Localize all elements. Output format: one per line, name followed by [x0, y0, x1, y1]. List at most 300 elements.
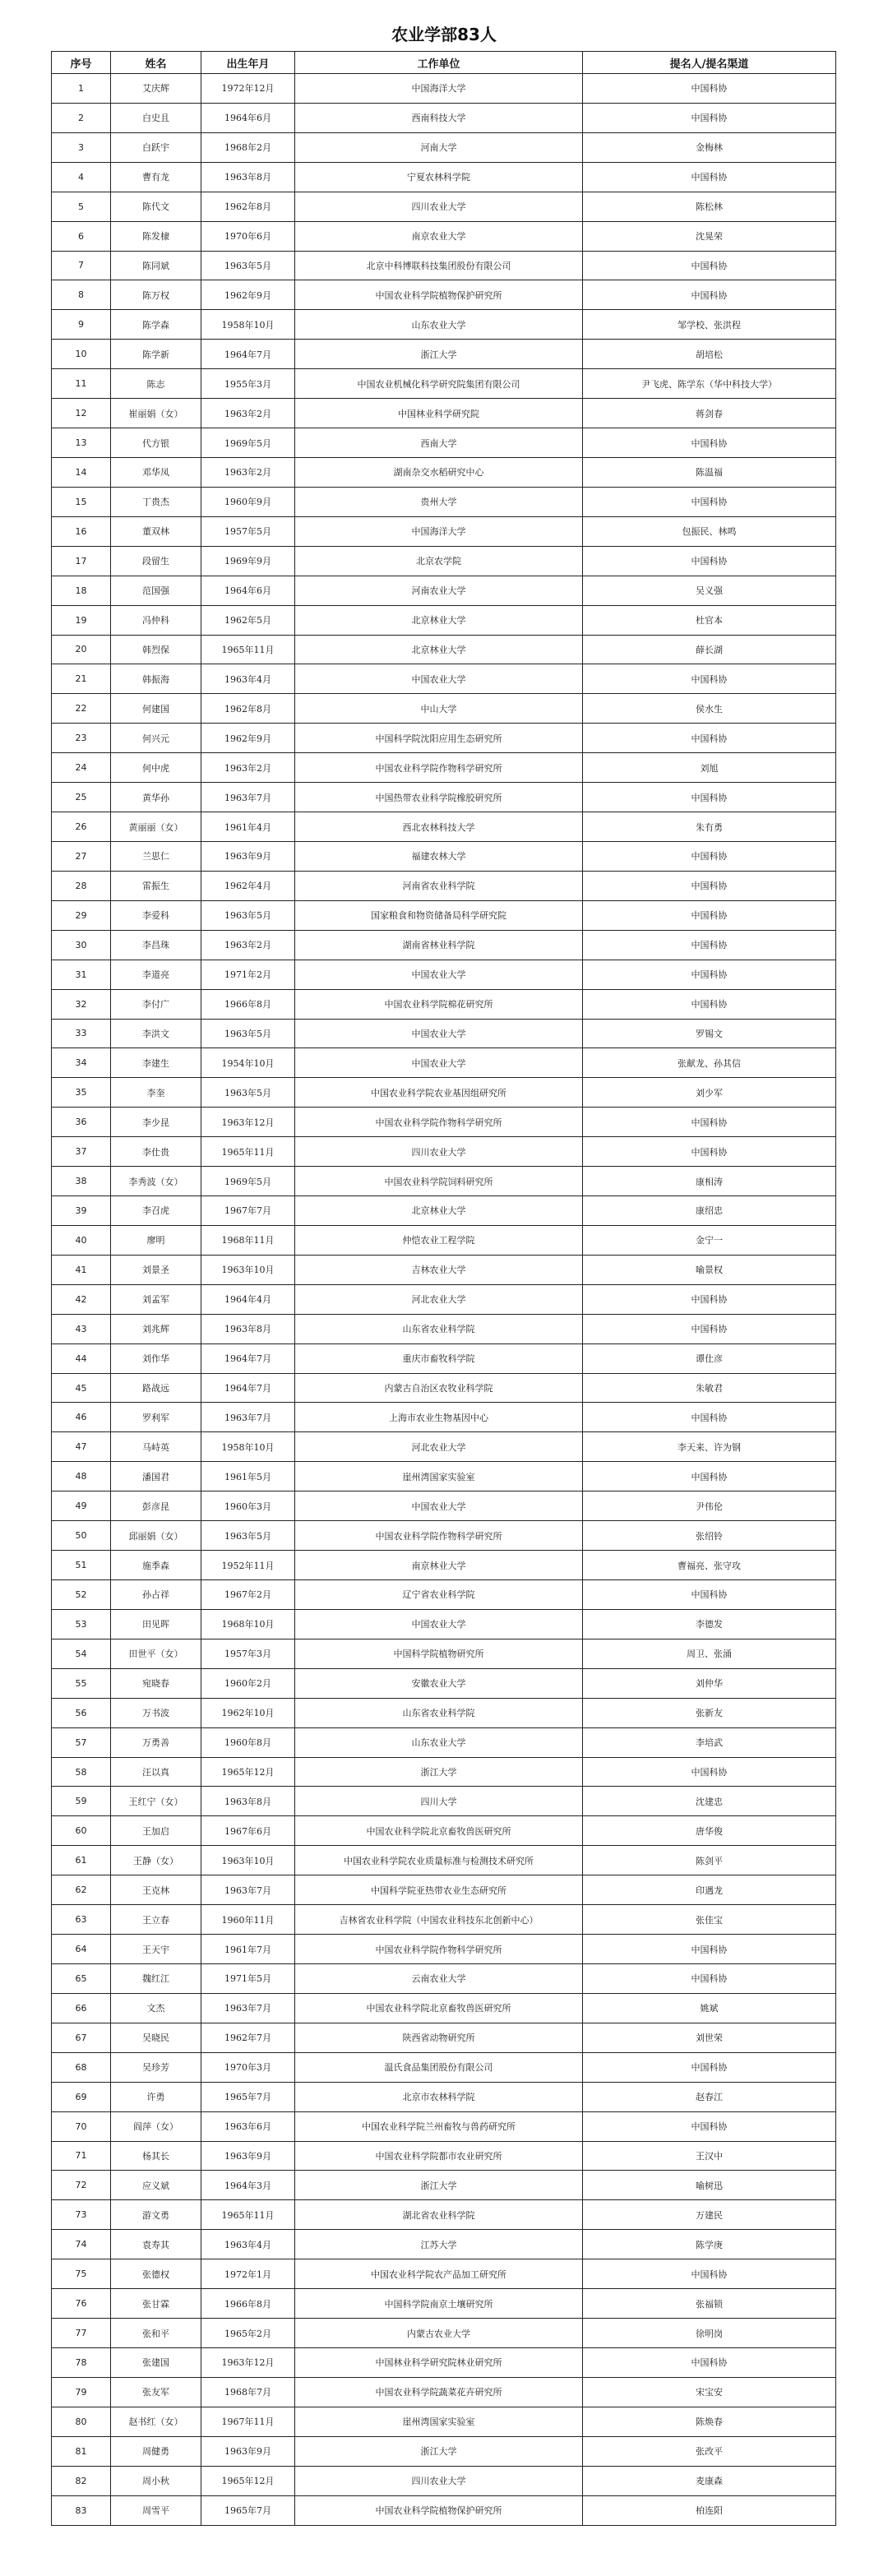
cell-nominator: 曹福亮、张守攻 — [583, 1551, 836, 1580]
cell-birth: 1969年5月 — [201, 1167, 295, 1196]
cell-unit: 中山大学 — [295, 694, 583, 724]
cell-nominator: 中国科协 — [583, 1935, 836, 1964]
cell-birth: 1967年11月 — [201, 2407, 295, 2436]
cell-unit: 湖南省林业科学院 — [295, 930, 583, 960]
cell-unit: 湖北省农业科学院 — [295, 2200, 583, 2230]
cell-birth: 1952年11月 — [201, 1551, 295, 1580]
cell-number: 20 — [52, 635, 111, 664]
table-row — [52, 605, 836, 635]
cell-number: 36 — [52, 1108, 111, 1137]
cell-number: 80 — [52, 2407, 111, 2436]
table-row — [52, 2495, 836, 2525]
cell-nominator: 刘少军 — [583, 1078, 836, 1108]
cell-birth: 1962年10月 — [201, 1698, 295, 1727]
cell-birth: 1957年3月 — [201, 1639, 295, 1668]
table-row — [52, 1462, 836, 1491]
table-row — [52, 1019, 836, 1048]
cell-birth: 1963年6月 — [201, 2111, 295, 2141]
cell-number: 46 — [52, 1403, 111, 1432]
cell-unit: 北京农学院 — [295, 546, 583, 576]
cell-birth: 1971年2月 — [201, 960, 295, 989]
cell-name: 雷振生 — [111, 871, 201, 900]
cell-unit: 湖南杂交水稻研究中心 — [295, 457, 583, 487]
table-row — [52, 1255, 836, 1284]
cell-birth: 1963年8月 — [201, 1314, 295, 1343]
table-row — [52, 280, 836, 310]
table-row — [52, 428, 836, 458]
cell-birth: 1969年9月 — [201, 546, 295, 576]
cell-nominator: 中国科协 — [583, 74, 836, 104]
cell-number: 41 — [52, 1255, 111, 1284]
cell-unit: 崖州湾国家实验室 — [295, 1462, 583, 1491]
cell-nominator: 中国科协 — [583, 1137, 836, 1167]
cell-birth: 1960年8月 — [201, 1727, 295, 1757]
cell-name: 李付广 — [111, 989, 201, 1019]
cell-name: 宛晓春 — [111, 1668, 201, 1698]
cell-number: 68 — [52, 2052, 111, 2082]
cell-unit: 浙江大学 — [295, 1757, 583, 1787]
cell-name: 黄丽丽（女） — [111, 812, 201, 842]
cell-name: 邱丽娟（女） — [111, 1521, 201, 1551]
cell-birth: 1962年7月 — [201, 2023, 295, 2052]
cell-name: 何中虎 — [111, 753, 201, 783]
table-row — [52, 1875, 836, 1905]
cell-birth: 1957年5月 — [201, 516, 295, 546]
cell-birth: 1954年10月 — [201, 1048, 295, 1078]
cell-number: 61 — [52, 1846, 111, 1875]
cell-number: 42 — [52, 1284, 111, 1314]
cell-unit: 仲恺农业工程学院 — [295, 1225, 583, 1255]
cell-number: 18 — [52, 576, 111, 605]
cell-number: 1 — [52, 74, 111, 104]
cell-unit: 中国农业科学院农产品加工研究所 — [295, 2259, 583, 2289]
column-header-number: 序号 — [52, 52, 111, 74]
cell-name: 王红宁（女） — [111, 1787, 201, 1816]
table-row — [52, 1935, 836, 1964]
cell-birth: 1963年7月 — [201, 1403, 295, 1432]
cell-nominator: 李德发 — [583, 1609, 836, 1639]
cell-nominator: 张新友 — [583, 1698, 836, 1727]
cell-number: 25 — [52, 783, 111, 812]
cell-number: 31 — [52, 960, 111, 989]
table-row — [52, 1403, 836, 1432]
cell-name: 段留生 — [111, 546, 201, 576]
cell-birth: 1960年3月 — [201, 1491, 295, 1521]
cell-number: 77 — [52, 2319, 111, 2348]
cell-number: 17 — [52, 546, 111, 576]
cell-name: 陈学新 — [111, 340, 201, 369]
table-row — [52, 2200, 836, 2230]
cell-birth: 1964年6月 — [201, 576, 295, 605]
table-row — [52, 1757, 836, 1787]
cell-nominator: 柏连阳 — [583, 2495, 836, 2525]
cell-unit: 国家粮食和物资储备局科学研究院 — [295, 900, 583, 930]
cell-birth: 1961年7月 — [201, 1935, 295, 1964]
cell-unit: 四川大学 — [295, 1787, 583, 1816]
table-row — [52, 1284, 836, 1314]
cell-name: 李昌珠 — [111, 930, 201, 960]
cell-unit: 中国农业科学院作物科学研究所 — [295, 753, 583, 783]
cell-birth: 1963年12月 — [201, 2347, 295, 2377]
cell-birth: 1963年8月 — [201, 1787, 295, 1816]
cell-name: 刘景圣 — [111, 1255, 201, 1284]
cell-nominator: 中国科协 — [583, 724, 836, 753]
cell-name: 周小秋 — [111, 2466, 201, 2495]
cell-unit: 河南省农业科学院 — [295, 871, 583, 900]
cell-birth: 1965年12月 — [201, 2466, 295, 2495]
cell-nominator: 中国科协 — [583, 2259, 836, 2289]
cell-birth: 1964年4月 — [201, 1284, 295, 1314]
cell-birth: 1964年7月 — [201, 1343, 295, 1373]
cell-name: 董双林 — [111, 516, 201, 546]
cell-nominator: 陈温福 — [583, 457, 836, 487]
table-row — [52, 694, 836, 724]
table-row — [52, 812, 836, 842]
cell-unit: 中国海洋大学 — [295, 516, 583, 546]
cell-name: 马峙英 — [111, 1432, 201, 1462]
cell-name: 白史且 — [111, 103, 201, 132]
cell-birth: 1960年11月 — [201, 1905, 295, 1935]
cell-name: 李道亮 — [111, 960, 201, 989]
cell-name: 刘孟军 — [111, 1284, 201, 1314]
cell-nominator: 蒋剑春 — [583, 399, 836, 428]
table-row — [52, 635, 836, 664]
cell-unit: 河北农业大学 — [295, 1284, 583, 1314]
cell-birth: 1968年2月 — [201, 132, 295, 162]
cell-number: 73 — [52, 2200, 111, 2230]
table-row — [52, 310, 836, 340]
cell-unit: 陕西省动物研究所 — [295, 2023, 583, 2052]
cell-number: 81 — [52, 2436, 111, 2466]
cell-nominator: 中国科协 — [583, 960, 836, 989]
cell-number: 49 — [52, 1491, 111, 1521]
cell-birth: 1965年11月 — [201, 635, 295, 664]
table-row — [52, 132, 836, 162]
cell-nominator: 中国科协 — [583, 428, 836, 458]
cell-birth: 1968年11月 — [201, 1225, 295, 1255]
cell-nominator: 中国科协 — [583, 930, 836, 960]
cell-name: 廖明 — [111, 1225, 201, 1255]
cell-number: 14 — [52, 457, 111, 487]
cell-name: 代方银 — [111, 428, 201, 458]
cell-unit: 河南大学 — [295, 132, 583, 162]
cell-name: 李洪文 — [111, 1019, 201, 1048]
cell-number: 21 — [52, 664, 111, 694]
table-row — [52, 989, 836, 1019]
cell-name: 罗利军 — [111, 1403, 201, 1432]
cell-nominator: 尹伟伦 — [583, 1491, 836, 1521]
cell-unit: 内蒙古自治区农牧业科学院 — [295, 1373, 583, 1403]
cell-nominator: 杜官本 — [583, 605, 836, 635]
table-row — [52, 1078, 836, 1108]
cell-number: 58 — [52, 1757, 111, 1787]
cell-birth: 1967年2月 — [201, 1580, 295, 1610]
cell-unit: 四川农业大学 — [295, 192, 583, 221]
cell-name: 白跃宇 — [111, 132, 201, 162]
cell-name: 王静（女） — [111, 1846, 201, 1875]
cell-birth: 1965年7月 — [201, 2495, 295, 2525]
cell-number: 64 — [52, 1935, 111, 1964]
cell-unit: 中国农业科学院兰州畜牧与兽药研究所 — [295, 2111, 583, 2141]
cell-nominator: 罗锡文 — [583, 1019, 836, 1048]
cell-unit: 中国农业科学院作物科学研究所 — [295, 1108, 583, 1137]
cell-name: 孙占祥 — [111, 1580, 201, 1610]
cell-number: 12 — [52, 399, 111, 428]
cell-unit: 中国农业科学院饲料研究所 — [295, 1167, 583, 1196]
cell-nominator: 中国科协 — [583, 1108, 836, 1137]
cell-birth: 1967年6月 — [201, 1816, 295, 1846]
cell-unit: 宁夏农林科学院 — [295, 162, 583, 192]
cell-nominator: 沈建忠 — [583, 1787, 836, 1816]
cell-number: 70 — [52, 2111, 111, 2141]
cell-unit: 中国农业科学院农业基因组研究所 — [295, 1078, 583, 1108]
roster-table — [51, 51, 836, 2526]
cell-nominator: 中国科协 — [583, 280, 836, 310]
table-row — [52, 2023, 836, 2052]
cell-unit: 内蒙古农业大学 — [295, 2319, 583, 2348]
table-row — [52, 1816, 836, 1846]
cell-unit: 温氏食品集团股份有限公司 — [295, 2052, 583, 2082]
cell-number: 55 — [52, 1668, 111, 1698]
table-header-row — [52, 52, 836, 74]
cell-number: 23 — [52, 724, 111, 753]
table-row — [52, 1905, 836, 1935]
cell-birth: 1965年2月 — [201, 2319, 295, 2348]
cell-name: 陈学森 — [111, 310, 201, 340]
cell-number: 50 — [52, 1521, 111, 1551]
cell-birth: 1970年6月 — [201, 221, 295, 251]
cell-number: 34 — [52, 1048, 111, 1078]
cell-unit: 北京林业大学 — [295, 635, 583, 664]
cell-unit: 中国林业科学研究院林业研究所 — [295, 2347, 583, 2377]
cell-number: 39 — [52, 1196, 111, 1226]
cell-birth: 1968年7月 — [201, 2377, 295, 2407]
cell-number: 74 — [52, 2230, 111, 2259]
cell-nominator: 刘仲华 — [583, 1668, 836, 1698]
cell-number: 16 — [52, 516, 111, 546]
cell-unit: 吉林农业大学 — [295, 1255, 583, 1284]
cell-unit: 崖州湾国家实验室 — [295, 2407, 583, 2436]
table-row — [52, 1580, 836, 1610]
cell-birth: 1955年3月 — [201, 369, 295, 399]
cell-unit: 中国林业科学研究院 — [295, 399, 583, 428]
cell-number: 37 — [52, 1137, 111, 1167]
cell-name: 路战远 — [111, 1373, 201, 1403]
cell-nominator: 徐明岗 — [583, 2319, 836, 2348]
cell-name: 冯仲科 — [111, 605, 201, 635]
table-row — [52, 753, 836, 783]
table-row — [52, 1846, 836, 1875]
table-row — [52, 103, 836, 132]
cell-name: 陈万权 — [111, 280, 201, 310]
cell-name: 张甘霖 — [111, 2289, 201, 2319]
cell-birth: 1963年5月 — [201, 1521, 295, 1551]
table-row — [52, 2171, 836, 2200]
cell-name: 陈发棣 — [111, 221, 201, 251]
cell-nominator: 邹学校、张洪程 — [583, 310, 836, 340]
cell-nominator: 金梅林 — [583, 132, 836, 162]
cell-number: 13 — [52, 428, 111, 458]
cell-unit: 南京农业大学 — [295, 221, 583, 251]
cell-unit: 浙江大学 — [295, 2436, 583, 2466]
table-row — [52, 516, 836, 546]
cell-unit: 吉林省农业科学院（中国农业科技东北创新中心） — [295, 1905, 583, 1935]
table-row — [52, 841, 836, 871]
cell-birth: 1963年7月 — [201, 1875, 295, 1905]
cell-unit: 四川农业大学 — [295, 2466, 583, 2495]
cell-nominator: 侯水生 — [583, 694, 836, 724]
cell-unit: 河北农业大学 — [295, 1432, 583, 1462]
cell-name: 何建国 — [111, 694, 201, 724]
table-row — [52, 1432, 836, 1462]
table-row — [52, 2230, 836, 2259]
cell-unit: 中国海洋大学 — [295, 74, 583, 104]
cell-number: 60 — [52, 1816, 111, 1846]
cell-nominator: 中国科协 — [583, 1964, 836, 1994]
cell-unit: 辽宁省农业科学院 — [295, 1580, 583, 1610]
page-title: 农业学部83人 — [391, 25, 497, 44]
table-row — [52, 74, 836, 104]
cell-number: 75 — [52, 2259, 111, 2289]
cell-number: 28 — [52, 871, 111, 900]
cell-nominator: 刘世荣 — [583, 2023, 836, 2052]
cell-number: 71 — [52, 2141, 111, 2171]
cell-number: 53 — [52, 1609, 111, 1639]
cell-number: 45 — [52, 1373, 111, 1403]
cell-birth: 1964年7月 — [201, 340, 295, 369]
cell-nominator: 包振民、林鸣 — [583, 516, 836, 546]
cell-unit: 西南大学 — [295, 428, 583, 458]
cell-name: 周健勇 — [111, 2436, 201, 2466]
cell-name: 张建国 — [111, 2347, 201, 2377]
table-row — [52, 399, 836, 428]
cell-nominator: 中国科协 — [583, 487, 836, 516]
cell-nominator: 中国科协 — [583, 2052, 836, 2082]
cell-birth: 1964年3月 — [201, 2171, 295, 2200]
cell-name: 李召虎 — [111, 1196, 201, 1226]
cell-birth: 1972年12月 — [201, 74, 295, 104]
cell-nominator: 薛长湖 — [583, 635, 836, 664]
cell-birth: 1963年2月 — [201, 753, 295, 783]
table-row — [52, 960, 836, 989]
cell-birth: 1962年9月 — [201, 724, 295, 753]
cell-name: 许勇 — [111, 2082, 201, 2111]
cell-name: 陈志 — [111, 369, 201, 399]
cell-number: 5 — [52, 192, 111, 221]
table-row — [52, 192, 836, 221]
cell-nominator: 张绍铃 — [583, 1521, 836, 1551]
table-row — [52, 369, 836, 399]
cell-name: 李建生 — [111, 1048, 201, 1078]
cell-nominator: 喻景权 — [583, 1255, 836, 1284]
table-row — [52, 487, 836, 516]
cell-name: 王立春 — [111, 1905, 201, 1935]
cell-birth: 1961年4月 — [201, 812, 295, 842]
cell-unit: 中国农业科学院作物科学研究所 — [295, 1935, 583, 1964]
cell-unit: 中国科学院沈阳应用生态研究所 — [295, 724, 583, 753]
cell-unit: 山东农业大学 — [295, 310, 583, 340]
cell-nominator: 张福锁 — [583, 2289, 836, 2319]
cell-unit: 中国农业科学院蔬菜花卉研究所 — [295, 2377, 583, 2407]
cell-nominator: 陈学庚 — [583, 2230, 836, 2259]
cell-nominator: 刘旭 — [583, 753, 836, 783]
table-row — [52, 340, 836, 369]
table-row — [52, 2466, 836, 2495]
cell-name: 周雪平 — [111, 2495, 201, 2525]
table-row — [52, 1727, 836, 1757]
cell-number: 52 — [52, 1580, 111, 1610]
cell-number: 72 — [52, 2171, 111, 2200]
cell-name: 黄华孙 — [111, 783, 201, 812]
cell-birth: 1965年12月 — [201, 1757, 295, 1787]
cell-name: 何兴元 — [111, 724, 201, 753]
cell-number: 76 — [52, 2289, 111, 2319]
column-header-birth: 出生年月 — [201, 52, 295, 74]
cell-birth: 1964年7月 — [201, 1373, 295, 1403]
cell-unit: 中国农业科学院棉花研究所 — [295, 989, 583, 1019]
cell-nominator: 金宁一 — [583, 1225, 836, 1255]
cell-birth: 1963年5月 — [201, 900, 295, 930]
cell-unit: 浙江大学 — [295, 340, 583, 369]
cell-unit: 南京林业大学 — [295, 1551, 583, 1580]
cell-name: 万书波 — [111, 1698, 201, 1727]
cell-unit: 北京林业大学 — [295, 1196, 583, 1226]
table-row — [52, 1048, 836, 1078]
table-row — [52, 2289, 836, 2319]
cell-birth: 1969年5月 — [201, 428, 295, 458]
cell-birth: 1968年10月 — [201, 1609, 295, 1639]
cell-nominator: 中国科协 — [583, 1284, 836, 1314]
cell-birth: 1966年8月 — [201, 989, 295, 1019]
cell-number: 19 — [52, 605, 111, 635]
table-row — [52, 2259, 836, 2289]
cell-unit: 中国农业机械化科学研究院集团有限公司 — [295, 369, 583, 399]
cell-number: 8 — [52, 280, 111, 310]
cell-number: 56 — [52, 1698, 111, 1727]
table-row — [52, 900, 836, 930]
cell-number: 67 — [52, 2023, 111, 2052]
cell-nominator: 中国科协 — [583, 1462, 836, 1491]
cell-number: 40 — [52, 1225, 111, 1255]
cell-nominator: 中国科协 — [583, 1580, 836, 1610]
cell-name: 李爱科 — [111, 900, 201, 930]
cell-unit: 山东省农业科学院 — [295, 1314, 583, 1343]
cell-nominator: 李天来、许为钢 — [583, 1432, 836, 1462]
cell-name: 吴晓民 — [111, 2023, 201, 2052]
cell-name: 曹有龙 — [111, 162, 201, 192]
cell-nominator: 印遇龙 — [583, 1875, 836, 1905]
cell-nominator: 中国科协 — [583, 2111, 836, 2141]
cell-name: 施季森 — [111, 1551, 201, 1580]
cell-unit: 中国农业科学院北京畜牧兽医研究所 — [295, 1816, 583, 1846]
table-row — [52, 546, 836, 576]
cell-name: 王克林 — [111, 1875, 201, 1905]
cell-birth: 1971年5月 — [201, 1964, 295, 1994]
cell-nominator: 中国科协 — [583, 783, 836, 812]
cell-unit: 浙江大学 — [295, 2171, 583, 2200]
table-row — [52, 1668, 836, 1698]
table-row — [52, 1698, 836, 1727]
cell-nominator: 中国科协 — [583, 664, 836, 694]
cell-name: 李秀波（女） — [111, 1167, 201, 1196]
cell-nominator: 尹飞虎、陈学东（华中科技大学） — [583, 369, 836, 399]
cell-nominator: 陈焕春 — [583, 2407, 836, 2436]
cell-unit: 中国农业科学院植物保护研究所 — [295, 2495, 583, 2525]
table-row — [52, 1108, 836, 1137]
cell-number: 78 — [52, 2347, 111, 2377]
cell-name: 张德权 — [111, 2259, 201, 2289]
cell-name: 陈同斌 — [111, 251, 201, 280]
